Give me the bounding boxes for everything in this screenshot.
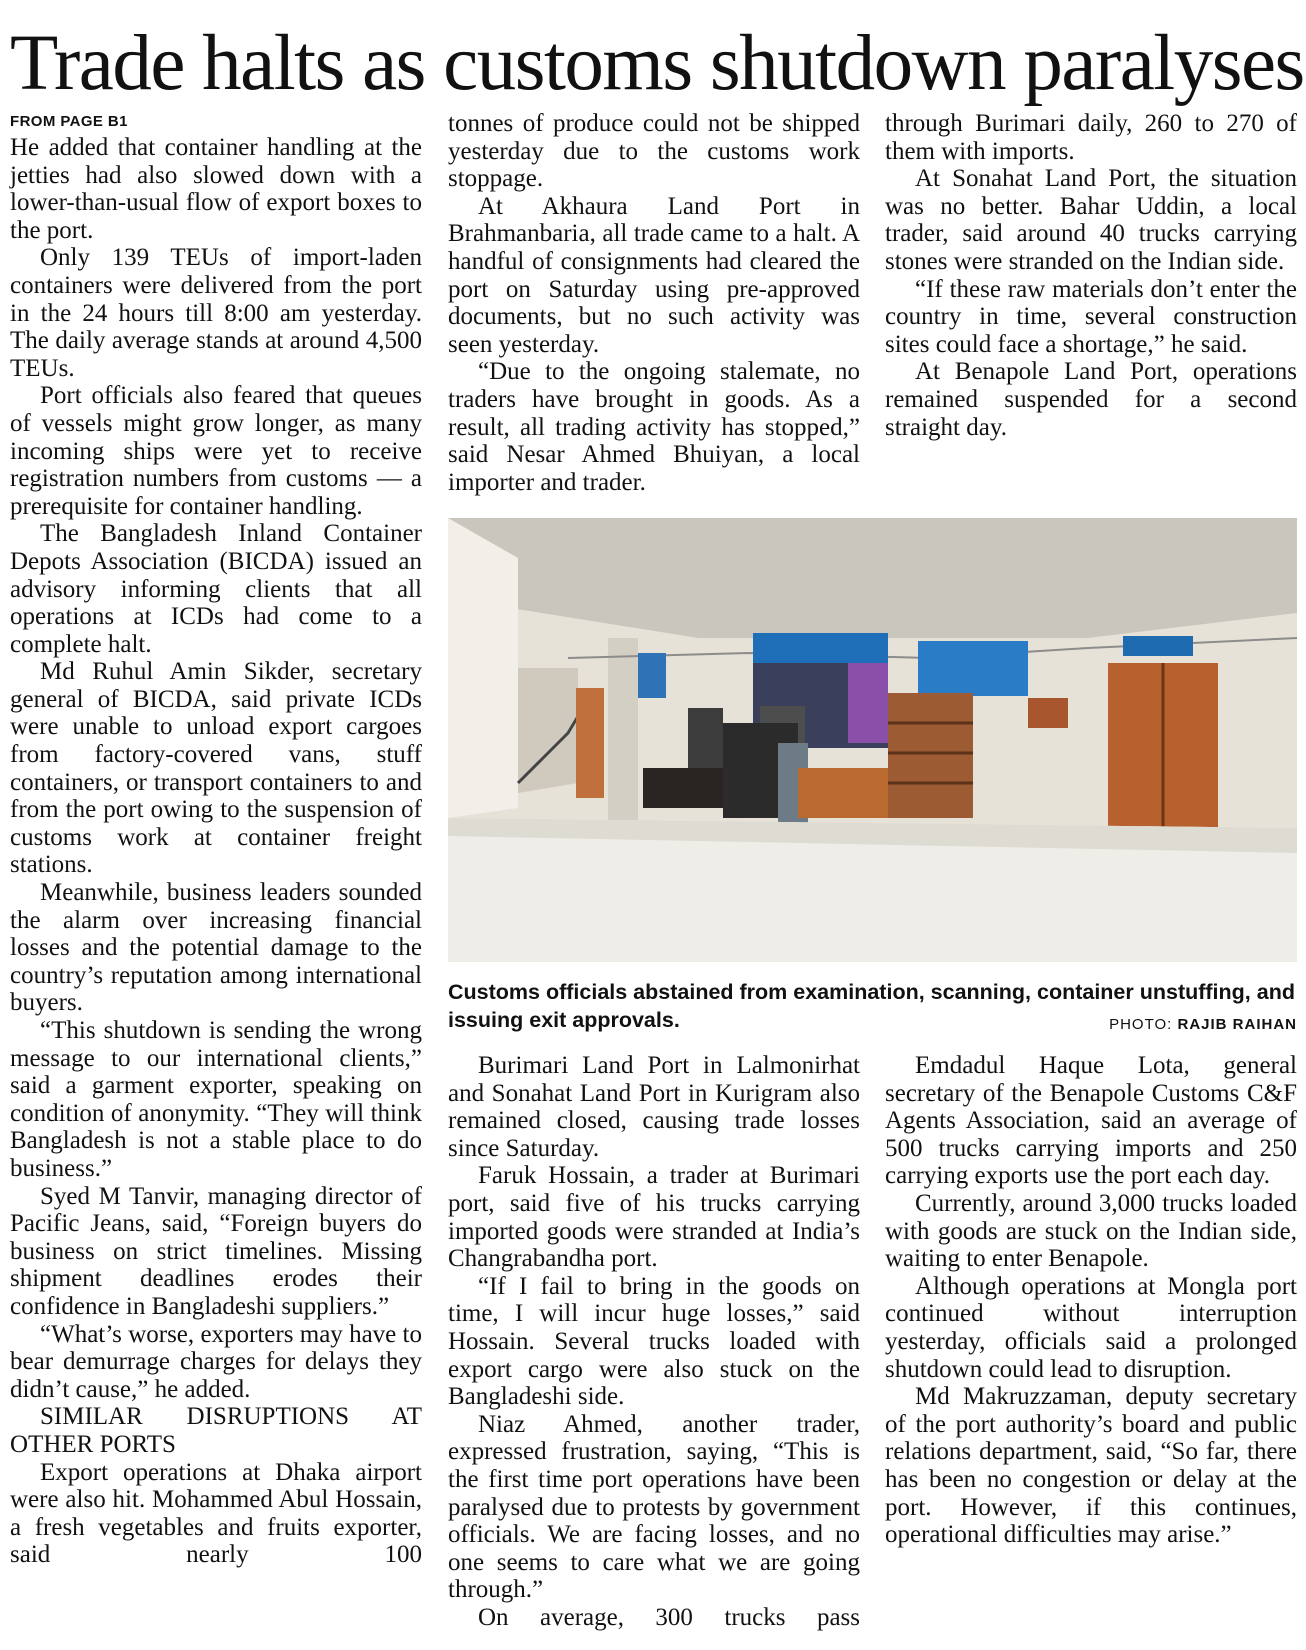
- paragraph: The Bangladesh Inland Container Depots Association (BICDA) issued an advisory informing clients that all operations at ICDs had come to a complete halt.: [10, 520, 422, 658]
- article-column-4: [448, 1052, 860, 1631]
- photographer-name: RAJIB RAIHAN: [1177, 1016, 1297, 1033]
- paragraph: Faruk Hossain, a trader at Burimari port, said five of his trucks carrying imported goods were stranded at India’s Changrabandha port.: [448, 1162, 860, 1273]
- article-column-3: [885, 110, 1297, 441]
- paragraph: Syed M Tanvir, managing director of Pacific Jeans, said, “Foreign buyers do business on strict timelines. Missing shipment deadlines erodes their confidence in Bangladeshi suppliers.”: [10, 1182, 422, 1320]
- paragraph: On average, 300 trucks pass: [478, 1603, 860, 1631]
- paragraph: Md Makruzzaman, deputy secretary of the port authority’s board and public relations department, said, “So far, there has been no congestion or delay at the port. However, if this continues, operational difficulties may arise.”: [885, 1383, 1297, 1549]
- paragraph: Port officials also feared that queues of vessels might grow longer, as many incoming ships were yet to receive registration numbers from customs — a prerequisite for container handling.: [10, 382, 422, 520]
- continued-from-kicker: FROM PAGE B1: [10, 113, 128, 130]
- paragraph: Only 139 TEUs of import-laden containers were delivered from the port in the 24 hours till 8:00 am yesterday. The daily average stands at around 4,500 TEUs.: [10, 244, 422, 382]
- paragraph: At Akhaura Land Port in Brahmanbaria, all trade came to a halt. A handful of consignments had cleared the port on Saturday using pre-approved documents, but no such activity was seen yesterday.: [448, 192, 860, 358]
- paragraph: “If these raw materials don’t enter the country in time, several construction sites could face a shortage,” he said.: [885, 275, 1297, 358]
- paragraph: Niaz Ahmed, another trader, expressed frustration, saying, “This is the first time port operations have been paralysed due to protests by government officials. We are facing losses, and no one seems to care what we are going through.”: [448, 1410, 860, 1604]
- paragraph: “Due to the ongoing stalemate, no traders have brought in goods. As a result, all trading activity has stopped,” said Nesar Ahmed Bhuiyan, a local importer and trader.: [448, 358, 860, 496]
- paragraph: Although operations at Mongla port continued without interruption yesterday, officials said a prolonged shutdown could lead to disruption.: [885, 1272, 1297, 1383]
- paragraph: Meanwhile, business leaders sounded the alarm over increasing financial losses and the potential damage to the country’s reputation among international buyers.: [10, 879, 422, 1017]
- paragraph: Burimari Land Port in Lalmonirhat and Sonahat Land Port in Kurigram also remained closed, causing trade losses since Saturday.: [448, 1052, 860, 1162]
- paragraph: Md Ruhul Amin Sikder, secretary general of BICDA, said private ICDs were unable to unload export cargoes from factory-covered vans, stuff containers, or transport containers to and from the port owing to the suspension of customs work at container freight stations.: [10, 658, 422, 879]
- paragraph: through Burimari daily, 260 to 270 of them with imports.: [885, 110, 1297, 165]
- paragraph: Currently, around 3,000 trucks loaded with goods are stuck on the Indian side, waiting to enter Benapole.: [885, 1189, 1297, 1273]
- article-column-2: [448, 110, 860, 496]
- paragraph: He added that container handling at the jetties had also slowed down with a lower-than-usual flow of export boxes to the port.: [10, 134, 422, 244]
- headline: Trade halts as customs shutdown paralyses: [10, 20, 1304, 107]
- photo-credit-label: PHOTO:: [1109, 1016, 1173, 1033]
- news-photo: [448, 518, 1297, 962]
- paragraph: Export operations at Dhaka airport were also hit. Mohammed Abul Hossain, a fresh vegetables and fruits exporter, said nearly 100: [10, 1458, 422, 1569]
- article-column-5: [885, 1052, 1297, 1549]
- customs-office-hall-illustration: [448, 518, 1297, 962]
- paragraph: tonnes of produce could not be shipped yesterday due to the customs work stoppage.: [448, 110, 860, 193]
- article-column-1: [10, 110, 422, 1569]
- subheading-continued: OTHER PORTS: [10, 1430, 176, 1458]
- photo-credit: [1109, 1016, 1297, 1033]
- paragraph: At Benapole Land Port, operations remained suspended for a second straight day.: [885, 358, 1297, 441]
- paragraph: “If I fail to bring in the goods on time, I will incur huge losses,” said Hossain. Several trucks loaded with export cargo were also stuck on the Bangladeshi side.: [448, 1272, 860, 1411]
- subheading: SIMILAR DISRUPTIONS AT: [40, 1403, 422, 1431]
- paragraph: Emdadul Haque Lota, general secretary of the Benapole Customs C&F Agents Association, said an average of 500 trucks carrying imports and 250 carrying exports use the port each day.: [885, 1052, 1297, 1190]
- paragraph: “This shutdown is sending the wrong message to our international clients,” said a garment exporter, speaking on condition of anonymity. “They will think Bangladesh is not a stable place to do business.”: [10, 1017, 422, 1182]
- photo-caption: Customs officials abstained from examination, scanning, container unstuffing, and issuing exit approvals.: [448, 980, 1295, 1032]
- paragraph: “What’s worse, exporters may have to bear demurrage charges for delays they didn’t cause,” he added.: [10, 1320, 422, 1403]
- paragraph: At Sonahat Land Port, the situation was no better. Bahar Uddin, a local trader, said around 40 trucks carrying stones were stranded on the Indian side.: [885, 165, 1297, 275]
